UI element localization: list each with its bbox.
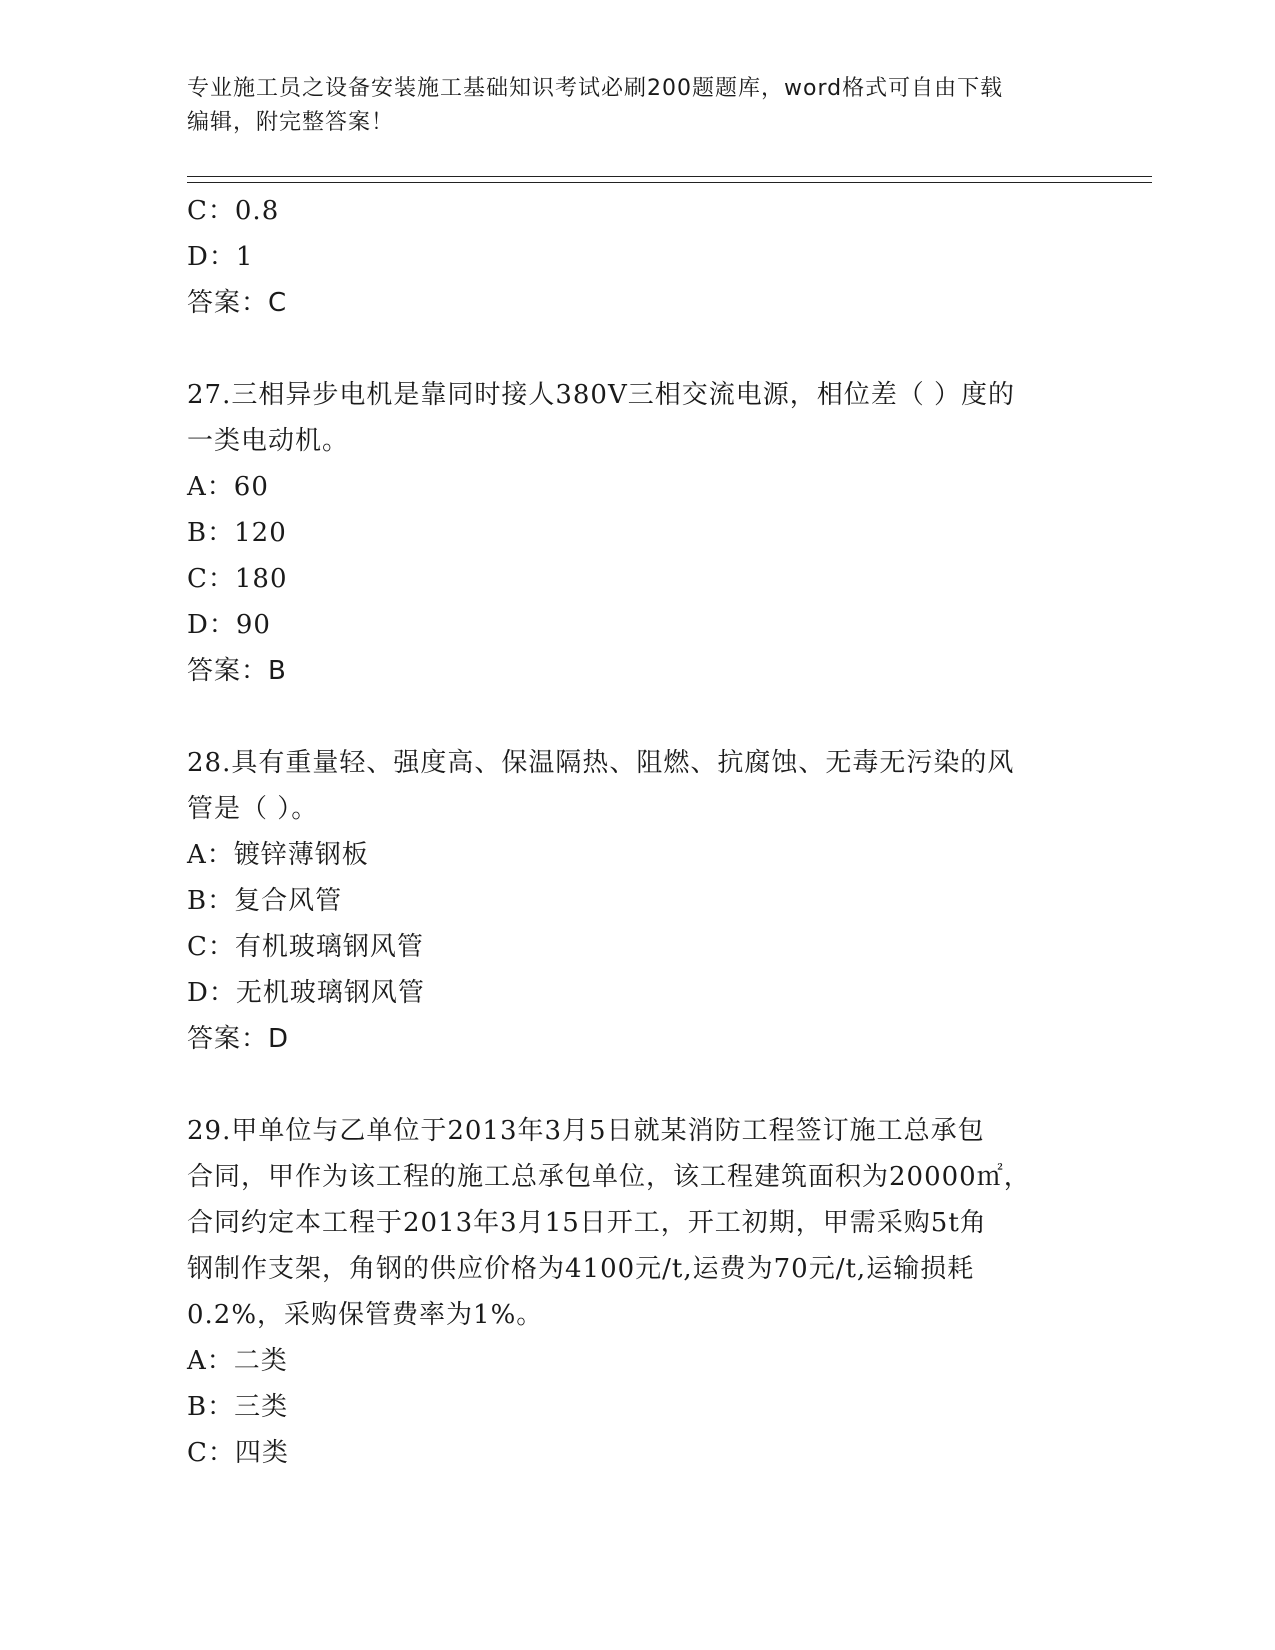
question-text-line: 28.具有重量轻、强度高、保温隔热、阻燃、抗腐蚀、无毒无污染的风 — [187, 748, 1015, 778]
question-28 — [187, 740, 1067, 1062]
question-text-line: 0.2%，采购保管费率为1%。 — [187, 1300, 544, 1330]
spacer — [187, 694, 1067, 740]
option-a: A：镀锌薄钢板 — [187, 840, 369, 870]
header-line-2: 编辑，附完整答案！ — [187, 110, 395, 135]
option-b: B：120 — [187, 518, 287, 548]
option-c: C：有机玻璃钢风管 — [187, 932, 424, 962]
header-line-1: 专业施工员之设备安装施工基础知识考试必刷200题题库，word格式可自由下载 — [187, 76, 1004, 101]
header-divider-bottom — [187, 182, 1152, 183]
question-text-line: 钢制作支架，角钢的供应价格为4100元/t,运费为70元/t,运输损耗 — [187, 1254, 975, 1284]
question-text-line: 29.甲单位与乙单位于2013年3月5日就某消防工程签订施工总承包 — [187, 1116, 985, 1146]
answer-line: 答案：C — [187, 288, 288, 318]
option-c: C：180 — [187, 564, 288, 594]
question-text-line: 合同，甲作为该工程的施工总承包单位，该工程建筑面积为20000㎡， — [187, 1162, 1031, 1192]
option-d: D：无机玻璃钢风管 — [187, 978, 425, 1008]
option-b: B：三类 — [187, 1392, 289, 1422]
question-29 — [187, 1108, 1067, 1476]
question-text-line: 一类电动机。 — [187, 426, 350, 456]
spacer — [187, 326, 1067, 372]
option-d: D：1 — [187, 242, 254, 272]
question-text-line: 管是（ ）。 — [187, 794, 319, 824]
answer-line: 答案：B — [187, 656, 287, 686]
option-b: B：复合风管 — [187, 886, 343, 916]
header-divider-top — [187, 176, 1152, 177]
question-text-line: 合同约定本工程于2013年3月15日开工，开工初期，甲需采购5t角 — [187, 1208, 987, 1238]
question-text-line: 27.三相异步电机是靠同时接人380V三相交流电源，相位差（ ）度的 — [187, 380, 1016, 410]
previous-question-tail — [187, 188, 1067, 326]
option-c: C：0.8 — [187, 196, 280, 226]
option-c: C：四类 — [187, 1438, 289, 1468]
spacer — [187, 1062, 1067, 1108]
document-header — [187, 72, 1087, 140]
option-a: A：60 — [187, 472, 269, 502]
option-a: A：二类 — [187, 1346, 288, 1376]
document-body — [187, 188, 1067, 1476]
answer-line: 答案：D — [187, 1024, 290, 1054]
option-d: D：90 — [187, 610, 271, 640]
question-27 — [187, 372, 1067, 694]
